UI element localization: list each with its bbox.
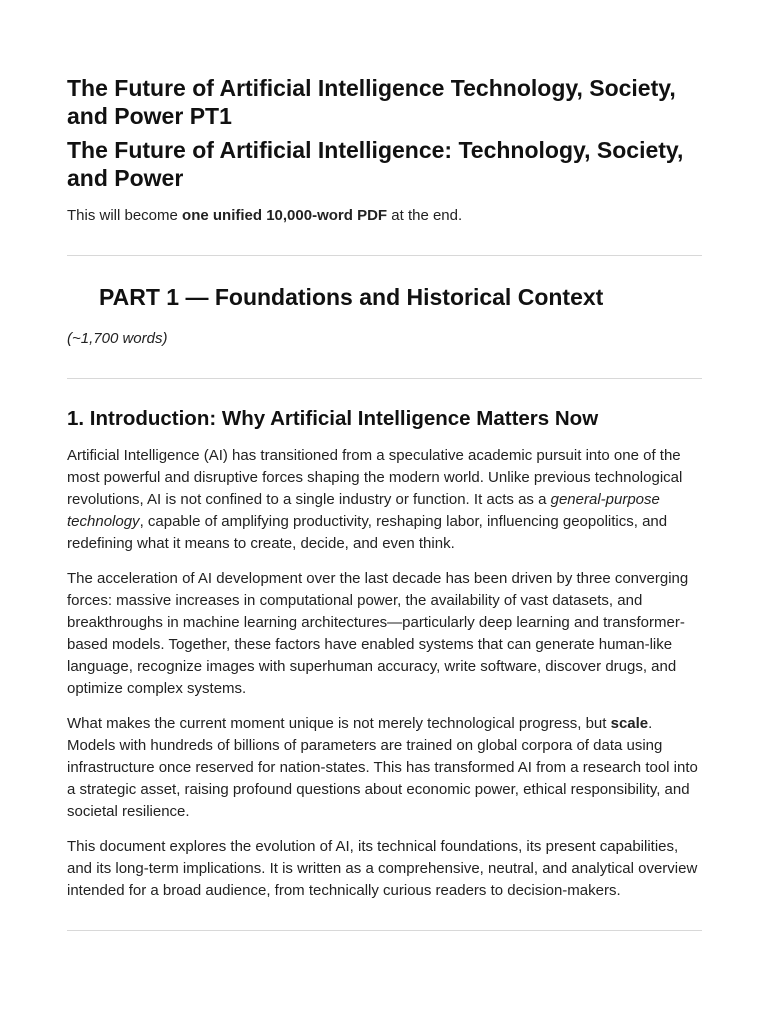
document-subtitle: The Future of Artificial Intelligence: Technology, Society, and Power — [67, 137, 684, 191]
para1-text-before: Artificial Intelligence (AI) has transitioned from a speculative academic pursuit into one of the most powerful and disruptive forces shaping the modern world. Unlike previous technological revolutions, AI is not confined to a single industry or function. It acts as a — [67, 447, 683, 508]
divider — [67, 930, 702, 931]
document-title: The Future of Artificial Intelligence Technology, Society, and Power PT1 — [67, 75, 676, 129]
part-heading: PART 1 — Foundations and Historical Context — [99, 284, 604, 310]
para1-text-italic: general-purpose technology — [67, 491, 660, 530]
body-paragraph-1 — [67, 445, 702, 555]
intro-text-bold: one unified 10,000-word PDF — [182, 207, 388, 224]
divider — [67, 378, 702, 379]
para3-text-bold: scale — [610, 715, 649, 732]
section-heading: 1. Introduction: Why Artificial Intelligence Matters Now — [67, 407, 599, 430]
intro-text-after: at the end. — [387, 207, 463, 224]
divider — [67, 255, 702, 256]
para1-text-after: , capable of amplifying productivity, reshaping labor, influencing geopolitics, and redefining what it means to create, decide, and even think. — [67, 513, 668, 552]
intro-text-before: This will become — [67, 207, 183, 224]
word-count-note: (~1,700 words) — [67, 330, 168, 347]
body-paragraph-3 — [67, 713, 702, 823]
body-paragraph-4: This document explores the evolution of AI, its technical foundations, its present capabilities, and its long-term implications. It is written as a comprehensive, neutral, and analytical overview intended for a broad audience, from technically curious readers to decision-makers. — [67, 838, 698, 899]
body-paragraph-2: The acceleration of AI development over the last decade has been driven by three converging forces: massive increases in computational power, the availability of vast datasets, and breakthroughs in machine learning architectures—particularly deep learning and transformer-based models. Together, these factors have enabled systems that can generate human-like language, recognize images with superhuman accuracy, write software, discover drugs, and optimize complex systems. — [67, 570, 689, 697]
para3-text-before: What makes the current moment unique is not merely technological progress, but — [67, 715, 611, 732]
para3-text-after: . Models with hundreds of billions of parameters are trained on global corpora of data using infrastructure once reserved for nation-states. This has transformed AI from a research tool into a strategic asset, raising profound questions about economic power, ethical responsibility, and societal resilience. — [67, 715, 698, 820]
intro-paragraph — [67, 205, 702, 227]
